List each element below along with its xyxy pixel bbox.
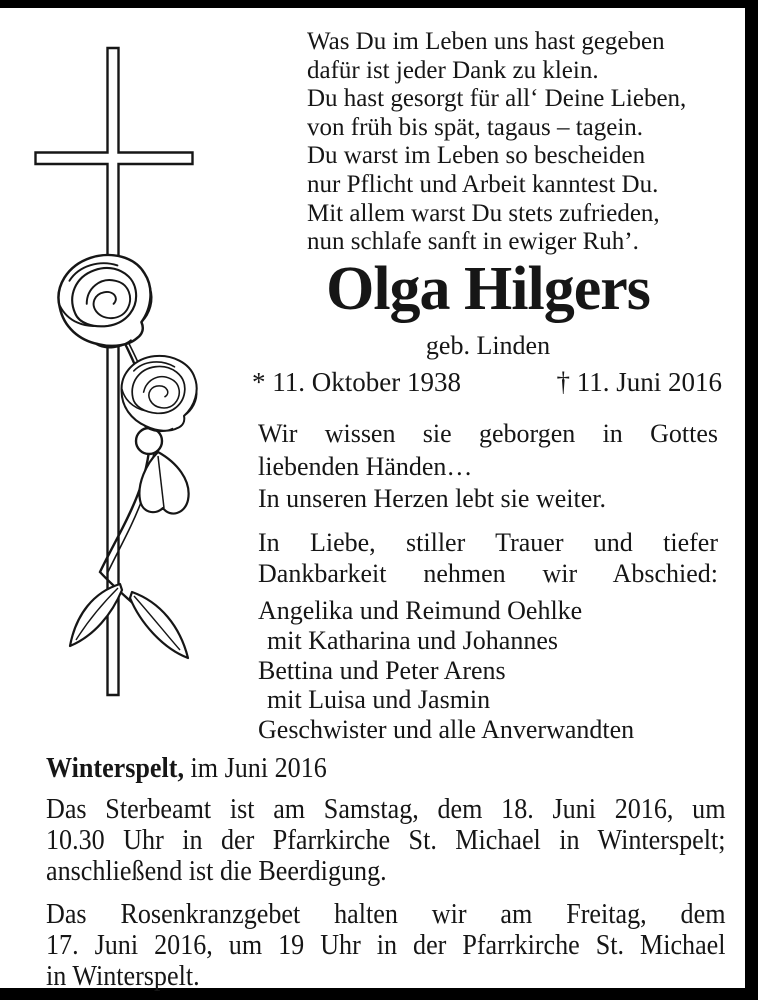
tribute-line: liebenden Händen… xyxy=(258,451,473,481)
poem xyxy=(307,28,686,257)
maiden-name: geb. Linden xyxy=(425,331,551,360)
rosary-notice-line: in Winterspelt. xyxy=(46,960,200,992)
mourner-line: mit Katharina und Johannes xyxy=(267,625,558,655)
farewell-line: In Liebe, stiller Trauer und tiefer xyxy=(258,528,718,557)
rose-leaf-icon xyxy=(70,452,189,658)
dateline-place: Winterspelt, xyxy=(46,752,184,784)
mourner-line: mit Luisa und Jasmin xyxy=(267,685,491,715)
birth-date: * 11. Oktober 1938 xyxy=(252,367,461,397)
mourner-line: Geschwister und alle Anverwandten xyxy=(258,715,635,745)
service-notice-line: Das Sterbeamt ist am Samstag, dem 18. Juni 2016, um xyxy=(46,793,726,825)
dateline-date: im Juni 2016 xyxy=(183,752,327,784)
poem-line: Du warst im Leben so bescheiden xyxy=(307,142,646,170)
mourner-line: Angelika und Reimund Oehlke xyxy=(258,596,583,625)
cross-and-roses-illustration xyxy=(0,0,240,710)
scan-border-right xyxy=(745,0,758,1000)
tribute-text xyxy=(258,418,718,516)
rose-icon xyxy=(59,255,152,348)
rosary-notice xyxy=(46,899,726,992)
poem-line: dafür ist jeder Dank zu klein. xyxy=(307,56,599,84)
service-notice-line: anschließend ist die Beerdigung. xyxy=(46,855,387,887)
dateline xyxy=(46,752,726,784)
poem-line: Was Du im Leben uns hast gegeben xyxy=(307,28,665,55)
rosary-notice-line: 17. Juni 2016, um 19 Uhr in der Pfarrkirche St. Michael xyxy=(46,929,726,961)
poem-line: nun schlafe sanft in ewiger Ruh’. xyxy=(307,228,639,256)
rosary-notice-line: Das Rosenkranzgebet halten wir am Freitag, dem xyxy=(46,898,726,930)
life-dates xyxy=(252,367,722,397)
death-date: † 11. Juni 2016 xyxy=(556,367,722,397)
tribute-line: In unseren Herzen lebt sie weiter. xyxy=(258,484,606,513)
notices-footer xyxy=(46,752,726,1000)
poem-line: Du hast gesorgt für all‘ Deine Lieben, xyxy=(307,85,687,113)
farewell-line: Dankbarkeit nehmen wir Abschied: xyxy=(258,559,718,588)
poem-line: von früh bis spät, tagaus – tagein. xyxy=(307,113,644,141)
poem-line: Mit allem warst Du stets zufrieden, xyxy=(307,199,660,227)
service-notice xyxy=(46,794,726,887)
farewell-text xyxy=(258,527,718,589)
service-notice-line: 10.30 Uhr in der Pfarrkirche St. Michael in Winterspelt; xyxy=(46,824,726,856)
mourners-list xyxy=(258,596,718,745)
rose-icon xyxy=(114,349,204,438)
poem-line: nur Pflicht und Arbeit kanntest Du. xyxy=(307,170,659,198)
mourner-line: Bettina und Peter Arens xyxy=(258,655,506,685)
tribute-line: Wir wissen sie geborgen in Gottes xyxy=(258,419,718,448)
deceased-name: Olga Hilgers xyxy=(326,255,650,323)
